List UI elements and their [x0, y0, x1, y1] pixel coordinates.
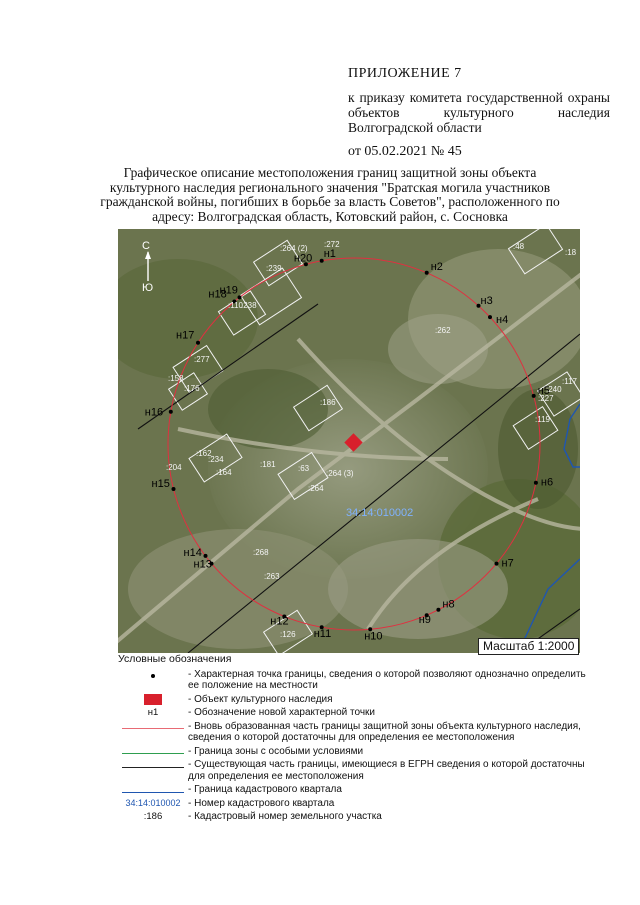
boundary-point-label: н3: [480, 294, 493, 307]
legend-item: [118, 798, 598, 810]
parcel-label: :181: [260, 460, 276, 469]
legend-symbol: [118, 811, 188, 823]
line-swatch: [122, 728, 184, 729]
parcel-label: :264: [308, 484, 324, 493]
legend-text: - Существующая часть границы, имеющиеся в ЕГРН сведения о которой достаточны для определения ее местоположения: [188, 759, 585, 782]
boundary-point-label: н12: [270, 615, 289, 628]
boundary-point-label: н11: [313, 628, 332, 641]
heritage-object-icon: [144, 694, 162, 705]
parcel-label: :164: [216, 468, 232, 477]
boundary-point-н15[interactable]: [172, 487, 176, 491]
parcel-label: :110: [228, 301, 243, 310]
legend-item: [118, 694, 598, 706]
legend-symbol: [118, 707, 188, 719]
boundary-point-н14[interactable]: [204, 554, 208, 558]
boundary-point-label: н2: [430, 260, 443, 273]
legend-items: [118, 669, 598, 823]
legend-item: [118, 721, 598, 744]
parcel-label: :186: [320, 398, 336, 407]
north-label: С: [142, 240, 150, 252]
legend-text: - Вновь образованная часть границы защитной зоны объекта культурного наследия, сведения о которой достаточны для определения ее местоположения: [188, 720, 581, 743]
legend-symbol: [118, 694, 188, 705]
legend-text: - Кадастровый номер земельного участка: [188, 811, 382, 822]
boundary-point-н6[interactable]: [534, 481, 538, 485]
parcel-label: :158: [168, 374, 184, 383]
parcel-label: :126: [280, 630, 296, 639]
legend-symbol: [118, 798, 188, 810]
parcel-label: :268: [253, 548, 269, 557]
point-dot-icon: [151, 674, 155, 678]
map-canvas: [118, 229, 580, 653]
boundary-point-label: н4: [496, 314, 509, 327]
parcel-label: :238: [241, 301, 257, 310]
parcel-label: :263: [264, 572, 280, 581]
parcel-label: :277: [194, 355, 210, 364]
parcel-label: :204: [166, 463, 182, 472]
boundary-point-label: н20: [293, 252, 313, 265]
legend: [118, 654, 598, 825]
legend-item: [118, 746, 598, 758]
legend-symbol: [118, 759, 188, 770]
parcel-label: :240: [546, 385, 562, 394]
boundary-point-label: н18: [208, 288, 227, 301]
boundary-point-label: н16: [144, 406, 164, 419]
legend-text: - Граница кадастрового квартала: [188, 784, 342, 795]
line-swatch: [122, 792, 184, 793]
boundary-point-н8[interactable]: [436, 608, 440, 612]
legend-text: - Номер кадастрового квартала: [188, 797, 335, 809]
map-scale: Масштаб 1:2000: [478, 638, 579, 655]
parcel-label: :227: [538, 394, 554, 403]
legend-text: - Граница зоны с особыми условиями: [188, 745, 364, 757]
parcel-label: :262: [435, 326, 451, 335]
legend-item: [118, 784, 598, 796]
boundary-point-label: н9: [418, 614, 431, 627]
parcel-label: :48: [513, 242, 525, 251]
boundary-point-label: н17: [176, 329, 195, 342]
legend-text: - Объект культурного наследия: [188, 693, 333, 705]
parcel-label: :264 (2): [280, 244, 308, 253]
parcel-label: :18: [565, 248, 577, 257]
boundary-point-label: н15: [151, 478, 170, 490]
boundary-point-label: н8: [442, 598, 455, 611]
boundary-point-н2[interactable]: [425, 271, 429, 275]
parcel-label: :63: [298, 464, 310, 473]
legend-item: [118, 811, 598, 823]
legend-title: Условные обозначения: [118, 653, 232, 665]
parcel-label: :117: [562, 377, 577, 386]
appendix-title: ПРИЛОЖЕНИЕ 7: [348, 66, 462, 81]
boundary-point-label: н14: [183, 546, 202, 559]
legend-symbol: [118, 746, 188, 757]
cadastral-quarter-label: 34:14:010002: [346, 507, 414, 519]
map-caption: Графическое описание местоположения границ защитной зоны объекта культурного наследия регионального значения "Братская могила участников гражданской войны, погибших в борьбе за власть Советов", расположенного по адресу: Волгоградская область, Котовский район, с. Сосновка: [100, 165, 560, 224]
boundary-point-label: н6: [540, 476, 554, 489]
boundary-point-label: н13: [193, 558, 212, 571]
line-swatch: [122, 753, 184, 754]
legend-item: [118, 669, 598, 692]
boundary-point-label: н19: [219, 284, 238, 297]
legend-text: - Характерная точка границы, сведения о которой позволяют однозначно определить ее положение на местности: [188, 668, 586, 691]
parcel-label: :234: [208, 455, 224, 464]
legend-symbol: [118, 721, 188, 732]
boundary-point-н7[interactable]: [495, 562, 499, 566]
boundary-point-н19[interactable]: [238, 295, 242, 299]
boundary-point-н5[interactable]: [532, 394, 536, 398]
parcel-label: :264 (3): [326, 469, 354, 478]
parcel-label: :119: [535, 415, 550, 424]
parcel-label: :176: [184, 384, 200, 393]
boundary-point-label: н1: [323, 247, 336, 260]
label-sample: :186: [143, 811, 163, 822]
boundary-point-н17[interactable]: [196, 341, 200, 345]
legend-symbol: [118, 669, 188, 680]
boundary-point-н4[interactable]: [488, 315, 492, 319]
boundary-point-label: н7: [501, 557, 514, 570]
order-reference: к приказу комитета государственной охраны объектов культурного наследия Волгоградской области: [348, 90, 610, 135]
legend-item: [118, 759, 598, 782]
parcel-label: :239: [266, 264, 282, 273]
legend-symbol: [118, 784, 188, 795]
cadastral-number-sample: 34:14:010002: [125, 797, 181, 808]
order-date: от 05.02.2021 № 45: [348, 144, 462, 159]
satellite-map[interactable]: [118, 229, 580, 653]
label-sample: н1: [147, 707, 159, 718]
boundary-point-н16[interactable]: [169, 410, 173, 414]
boundary-point-label: н10: [364, 630, 383, 643]
south-label: Ю: [142, 282, 154, 294]
parcel-label: :162: [196, 449, 212, 458]
legend-text: - Обозначение новой характерной точки: [188, 707, 376, 718]
legend-item: [118, 707, 598, 719]
parcel-label: :272: [324, 240, 340, 249]
boundary-point-label: н5: [537, 384, 550, 397]
line-swatch: [122, 767, 184, 768]
